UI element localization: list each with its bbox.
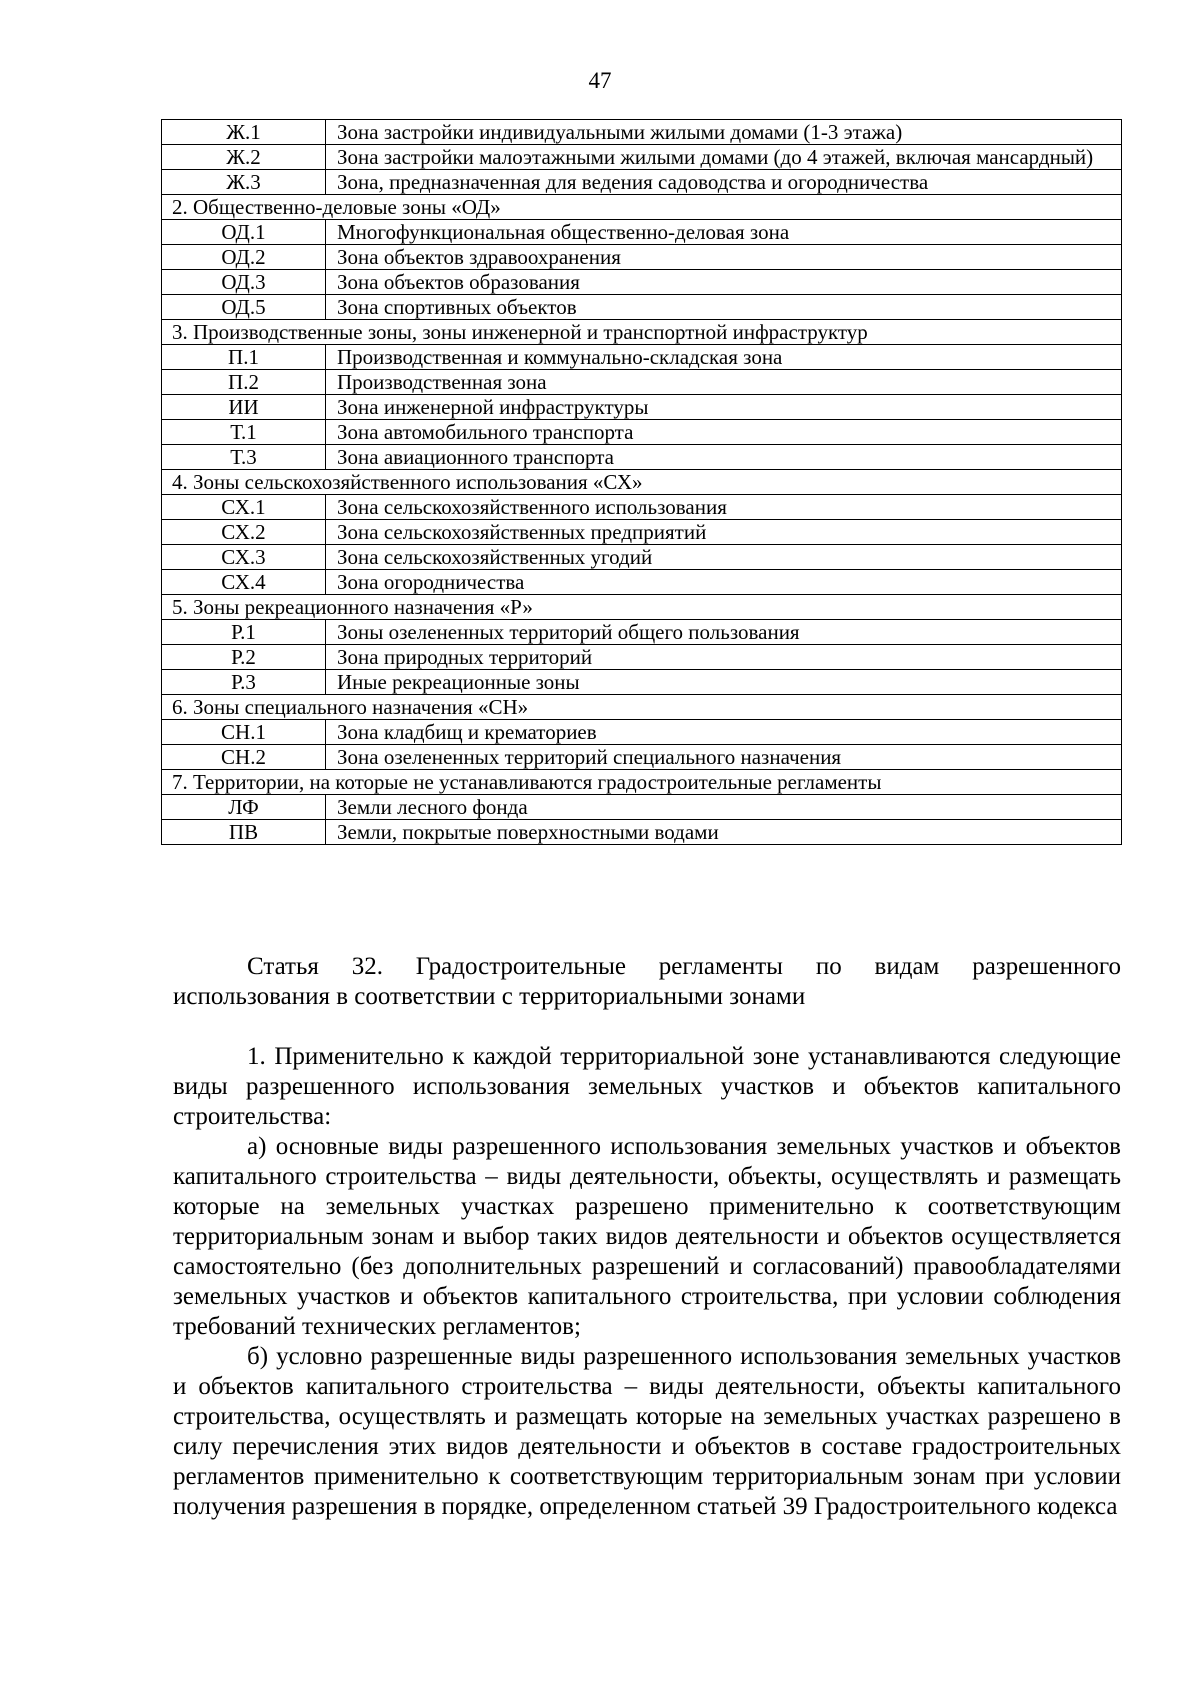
zone-code: Ж.2: [162, 145, 326, 170]
zone-name: Зона сельскохозяйственных предприятий: [326, 520, 1122, 545]
table-row: [162, 520, 1122, 545]
table-row: [162, 620, 1122, 645]
zone-name: Зона застройки малоэтажными жилыми домами (до 4 этажей, включая мансардный): [326, 145, 1122, 170]
table-section-row: [162, 770, 1122, 795]
zone-name: Зона сельскохозяйственных угодий: [326, 545, 1122, 570]
zone-code: СХ.3: [162, 545, 326, 570]
zone-code: ОД.2: [162, 245, 326, 270]
table-row: [162, 370, 1122, 395]
zone-name: Зоны озелененных территорий общего пользования: [326, 620, 1122, 645]
zone-name: Зона кладбищ и крематориев: [326, 720, 1122, 745]
zones-table-body: [162, 120, 1122, 845]
zone-code: П.2: [162, 370, 326, 395]
zone-code: ОД.5: [162, 295, 326, 320]
zone-code: СН.2: [162, 745, 326, 770]
zone-name: Зона спортивных объектов: [326, 295, 1122, 320]
zone-code: Т.1: [162, 420, 326, 445]
page-number: 47: [588, 68, 612, 93]
table-section-row: [162, 595, 1122, 620]
zone-code: Р.2: [162, 645, 326, 670]
table-row: [162, 170, 1122, 195]
table-row: [162, 720, 1122, 745]
table-row: [162, 270, 1122, 295]
zone-name: Зона инженерной инфраструктуры: [326, 395, 1122, 420]
table-row: [162, 795, 1122, 820]
zone-name: Зона огородничества: [326, 570, 1122, 595]
table-row: [162, 745, 1122, 770]
zone-code: ЛФ: [162, 795, 326, 820]
zone-code: СН.1: [162, 720, 326, 745]
paragraph-a: а) основные виды разрешенного использования земельных участков и объектов капитального строительства – виды деятельности, объекты, осуществлять и размещать которые на земельных участках разрешено применительно к соответствующим территориальным зонам и выбор таких видов деятельности и объектов осуществляется самостоятельно (без дополнительных разрешений и согласований) правообладателями земельных участков и объектов капитального строительства, при условии соблюдения требований технических регламентов;: [173, 1133, 1121, 1340]
table-row: [162, 345, 1122, 370]
table-row: [162, 820, 1122, 845]
zone-code: Ж.3: [162, 170, 326, 195]
section-heading: 4. Зоны сельскохозяйственного использования «СХ»: [162, 470, 1122, 495]
zone-name: Земли, покрытые поверхностными водами: [326, 820, 1122, 845]
table-row: [162, 395, 1122, 420]
zone-name: Зона объектов здравоохранения: [326, 245, 1122, 270]
zone-code: Т.3: [162, 445, 326, 470]
article-body: [173, 1042, 1121, 1522]
section-heading: 2. Общественно-деловые зоны «ОД»: [162, 195, 1122, 220]
table-row: [162, 145, 1122, 170]
table-section-row: [162, 470, 1122, 495]
zone-name: Земли лесного фонда: [326, 795, 1122, 820]
section-heading: 6. Зоны специального назначения «СН»: [162, 695, 1122, 720]
zone-code: Р.1: [162, 620, 326, 645]
table-section-row: [162, 695, 1122, 720]
zone-code: СХ.1: [162, 495, 326, 520]
table-row: [162, 570, 1122, 595]
zone-name: Зона объектов образования: [326, 270, 1122, 295]
section-heading: 5. Зоны рекреационного назначения «Р»: [162, 595, 1122, 620]
paragraph-1: 1. Применительно к каждой территориальной зоне устанавливаются следующие виды разрешенного использования земельных участков и объектов капитального строительства:: [173, 1043, 1121, 1130]
table-section-row: [162, 195, 1122, 220]
zone-code: ИИ: [162, 395, 326, 420]
zone-name: Зона авиационного транспорта: [326, 445, 1122, 470]
zone-name: Зона природных территорий: [326, 645, 1122, 670]
paragraph-b: б) условно разрешенные виды разрешенного использования земельных участков и объектов капитального строительства – виды деятельности, объекты капитального строительства, осуществлять и размещать которые на земельных участках разрешено в силу перечисления этих видов деятельности и объектов в составе градостроительных регламентов применительно к соответствующим территориальным зонам при условии получения разрешения в порядке, определенном статьей 39 Градостроительного кодекса: [173, 1343, 1121, 1520]
zone-name: Зона озелененных территорий специального назначения: [326, 745, 1122, 770]
section-heading: 3. Производственные зоны, зоны инженерной и транспортной инфраструктур: [162, 320, 1122, 345]
zone-name: Производственная и коммунально-складская зона: [326, 345, 1122, 370]
table-row: [162, 670, 1122, 695]
table-row: [162, 120, 1122, 145]
zone-code: ОД.1: [162, 220, 326, 245]
zone-code: Р.3: [162, 670, 326, 695]
article-title: [173, 952, 1121, 1012]
table-row: [162, 245, 1122, 270]
zone-code: Ж.1: [162, 120, 326, 145]
zone-name: Иные рекреационные зоны: [326, 670, 1122, 695]
zone-name: Производственная зона: [326, 370, 1122, 395]
zone-name: Многофункциональная общественно-деловая зона: [326, 220, 1122, 245]
article-title-text: Статья 32. Градостроительные регламенты по видам разрешенного использования в соответствии с территориальными зонами: [173, 953, 1121, 1010]
zone-code: ПВ: [162, 820, 326, 845]
zones-table: [161, 119, 1122, 845]
table-row: [162, 645, 1122, 670]
table-row: [162, 420, 1122, 445]
zone-name: Зона сельскохозяйственного использования: [326, 495, 1122, 520]
zone-code: ОД.3: [162, 270, 326, 295]
zone-name: Зона застройки индивидуальными жилыми домами (1-3 этажа): [326, 120, 1122, 145]
table-row: [162, 495, 1122, 520]
table-row: [162, 445, 1122, 470]
table-row: [162, 295, 1122, 320]
section-heading: 7. Территории, на которые не устанавливаются градостроительные регламенты: [162, 770, 1122, 795]
zone-name: Зона автомобильного транспорта: [326, 420, 1122, 445]
zone-code: СХ.2: [162, 520, 326, 545]
table-section-row: [162, 320, 1122, 345]
zone-code: СХ.4: [162, 570, 326, 595]
table-row: [162, 220, 1122, 245]
zone-name: Зона, предназначенная для ведения садоводства и огородничества: [326, 170, 1122, 195]
table-row: [162, 545, 1122, 570]
zone-code: П.1: [162, 345, 326, 370]
